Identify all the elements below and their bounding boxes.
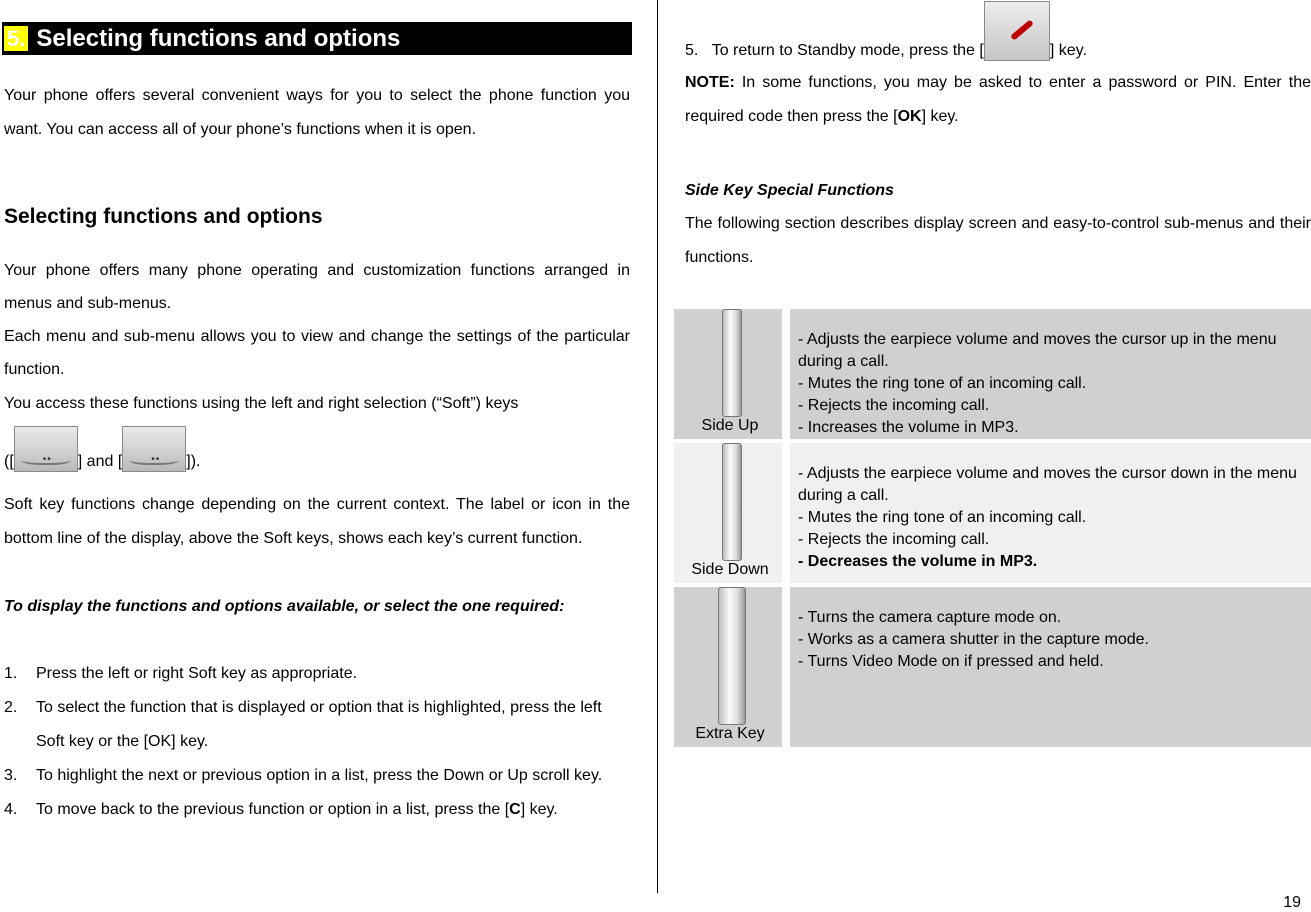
paragraph-menus: Your phone offers many phone operating and customization functions arranged in menus and sub-menus.	[4, 262, 630, 312]
column-divider	[657, 0, 658, 893]
chapter-number: 5.	[4, 26, 28, 51]
table-row	[674, 309, 1311, 439]
side-down-label: Side Down	[691, 561, 769, 578]
instruction-bold: To display the functions and options available, or select the one required:	[4, 598, 565, 615]
extra-key-icon	[718, 587, 746, 725]
steps-list	[4, 657, 630, 827]
side-key-intro: The following section describes display screen and easy-to-control sub-menus and their functions.	[685, 215, 1311, 266]
list-item: 4. To move back to the previous function or option in a list, press the [C] key.	[4, 801, 558, 818]
chapter-heading-bar	[2, 22, 632, 55]
extra-key-description: - Turns the camera capture mode on. - Works as a camera shutter in the capture mode. - Turns Video Mode on if pressed and held.	[790, 587, 1311, 747]
extra-key-image-cell	[674, 587, 786, 747]
side-down-description: - Adjusts the earpiece volume and moves the cursor down in the menu during a call. - Mutes the ring tone of an incoming call. - Rejects the incoming call. - Decreases the volume in MP3.	[790, 443, 1311, 583]
extra-key-label: Extra Key	[695, 725, 765, 742]
paragraph-soft-context: Soft key functions change depending on the current context. The label or icon in the bottom line of the display, above the Soft keys, shows each key’s current function.	[4, 496, 630, 547]
list-item: 1. Press the left or right Soft key as appropriate.	[4, 665, 358, 682]
side-key-heading: Side Key Special Functions	[685, 182, 894, 199]
left-column	[0, 0, 632, 911]
paragraph-settings: Each menu and sub-menu allows you to view and change the settings of the particular function.	[4, 328, 630, 378]
table-row	[674, 443, 1311, 583]
right-soft-key-icon: ••	[122, 426, 186, 472]
table-row	[674, 587, 1311, 747]
left-soft-key-icon: ••	[14, 426, 78, 472]
side-up-description: - Adjusts the earpiece volume and moves the cursor up in the menu during a call. - Mutes the ring tone of an incoming call. - Rejects the incoming call. - Increases the volume in MP3.	[790, 309, 1311, 439]
end-key-icon	[984, 1, 1050, 61]
paragraph-softkeys: You access these functions using the left and right selection (“Soft”) keys	[4, 395, 519, 412]
side-up-image-cell	[674, 309, 786, 439]
side-up-label: Side Up	[701, 417, 759, 434]
intro-paragraph: Your phone offers several convenient ways for you to select the phone function you want. You can access all of your phone’s functions when it is open.	[4, 87, 630, 138]
chapter-title: Selecting functions and options	[36, 24, 401, 52]
softkeys-line: ([ •• ] and [ •• ]).	[4, 426, 630, 485]
step-5: 5. To return to Standby mode, press the [ ] key.	[685, 0, 1311, 66]
list-item: 3. To highlight the next or previous option in a list, press the Down or Up scroll key.	[4, 767, 603, 784]
side-up-key-icon	[722, 309, 742, 417]
side-down-image-cell	[674, 443, 786, 583]
list-item: 2. To select the function that is displayed or option that is highlighted, press the left Soft key or the [OK] key.	[4, 699, 602, 750]
page-number: 19	[1283, 894, 1301, 911]
note-paragraph: NOTE: In some functions, you may be asked to enter a password or PIN. Enter the required code then press the [OK] key.	[685, 74, 1311, 125]
section-heading: Selecting functions and options	[4, 205, 323, 228]
side-down-key-icon	[722, 443, 742, 561]
